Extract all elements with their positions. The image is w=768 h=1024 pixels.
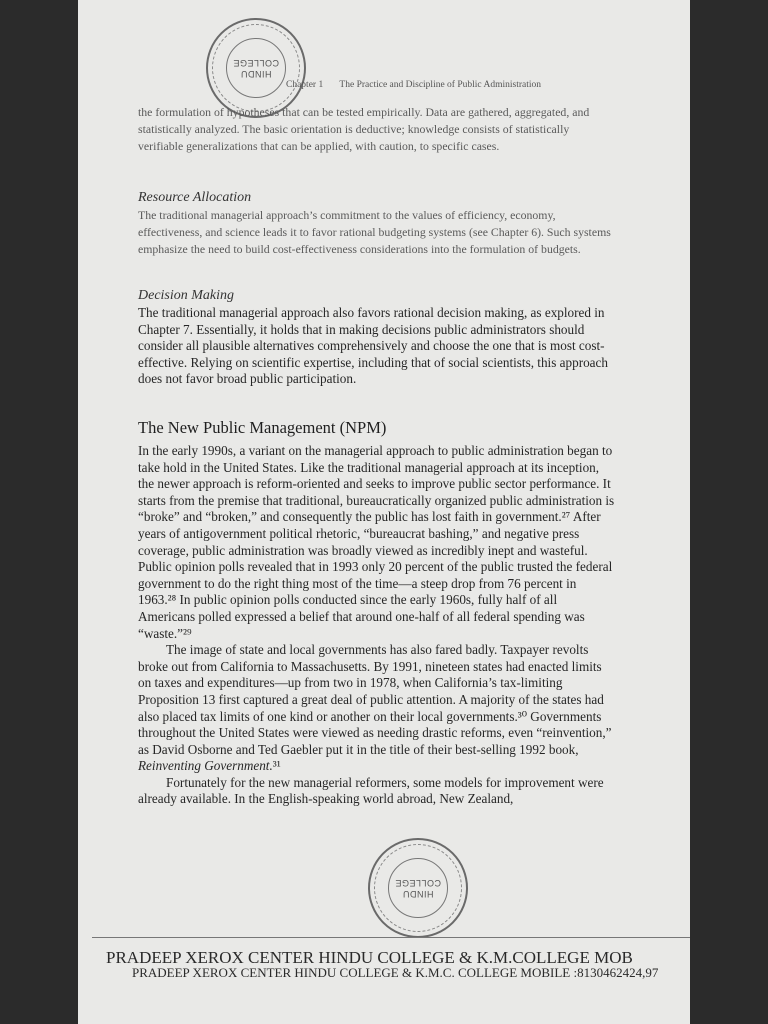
npm-heading: The New Public Management (NPM) [138, 418, 387, 437]
resource-allocation-heading: Resource Allocation [138, 190, 252, 205]
footer-line-2: PRADEEP XEROX CENTER HINDU COLLEGE & K.M.C. COLLEGE MOBILE :8130462424,97 [132, 965, 659, 980]
decision-making-section [138, 288, 616, 388]
footnote-31: ³¹ [272, 758, 281, 774]
stamp-text [233, 57, 279, 79]
running-head [286, 80, 541, 90]
npm-paragraph-1: In the early 1990s, a variant on the managerial approach to public administration began to take hold in the United States. Like the traditional managerial approach at its inception, the newer approach is reform-oriented and seeks to improve public sector performance. It starts from the premise that traditional, bureaucratically organized public administration is “broke” and “broken,” and consequently the public has lost faith in government.²⁷ After years of antigovernment political rhetoric, “bureaucrat bashing,” and negative press coverage, public administration was broadly viewed as incredibly inept and wasteful. Public opinion polls revealed that in 1993 only 20 percent of the public trusted the federal government to do the right thing most of the time—a steep drop from 76 percent in 1963.²⁸ In public opinion polls conducted since the early 1960s, fully half of all Americans polled expressed a belief that around one-half of all federal spending was “waste.”²⁹ [138, 443, 615, 641]
decision-making-heading: Decision Making [138, 288, 235, 303]
stamp-text [395, 877, 441, 899]
running-head-chapter: Chapter 1 [286, 80, 324, 90]
footer-line-1: PRADEEP XEROX CENTER HINDU COLLEGE & K.M.COLLEGE MOB [106, 948, 633, 967]
stamp-line-1: HINDU [402, 889, 434, 899]
intro-paragraph: the formulation of hypotheses that can be tested empirically. Data are gathered, aggregated, and statistically analyzed. The basic orientation is deductive; knowledge consists of statistically verifiable generalizations that can be applied, with caution, to specific cases. [138, 105, 590, 153]
stamp-line-2: COLLEGE [232, 58, 280, 68]
running-head-title: The Practice and Discipline of Public Administration [339, 80, 541, 90]
college-stamp-top [206, 18, 306, 118]
npm-paragraph-2 [138, 642, 616, 775]
npm-paragraph-3: Fortunately for the new managerial reformers, some models for improvement were already available. In the English-speaking world abroad, New Zealand, [138, 774, 604, 807]
stamp-line-1: HINDU [240, 69, 272, 79]
book-title: Reinventing Government. [138, 758, 273, 774]
resource-allocation-text: The traditional managerial approach’s commitment to the values of efficiency, economy, effectiveness, and science leads it to favor rational budgeting systems (see Chapter 6). Such systems emphasize the need to build cost-effectiveness considerations into the formulation of budgets. [138, 208, 611, 256]
decision-making-text: The traditional managerial approach also favors rational decision making, as explored in Chapter 7. Essentially, it holds that in making decisions public administrators should consider all plausible alternatives comprehensively and choose the one that is most cost-effective. Relying on scientific expertise, including that of social scientists, this approach does not favor broad public participation. [138, 305, 608, 387]
stamp-line-2: COLLEGE [394, 878, 442, 888]
npm-section [138, 418, 616, 808]
footer-rule [92, 937, 690, 938]
college-stamp-bottom [368, 838, 468, 938]
npm-paragraph-2-text: The image of state and local governments has also fared badly. Taxpayer revolts broke out from California to Massachusetts. By 1991, nineteen states had enacted limits on taxes and expenditures—up from two in 1978, when California’s tax-limiting Proposition 13 first captured a great deal of public attention. A majority of the states had also placed tax limits of one kind or another on their local governments.³⁰ Governments throughout the United States were viewed as needing drastic reforms, even “reinvention,” as David Osborne and Ted Gaebler put it in the title of their best-selling 1992 book, [138, 642, 612, 757]
resource-allocation-section [138, 190, 616, 258]
scanned-page [78, 0, 690, 1024]
intro-section [138, 104, 616, 155]
